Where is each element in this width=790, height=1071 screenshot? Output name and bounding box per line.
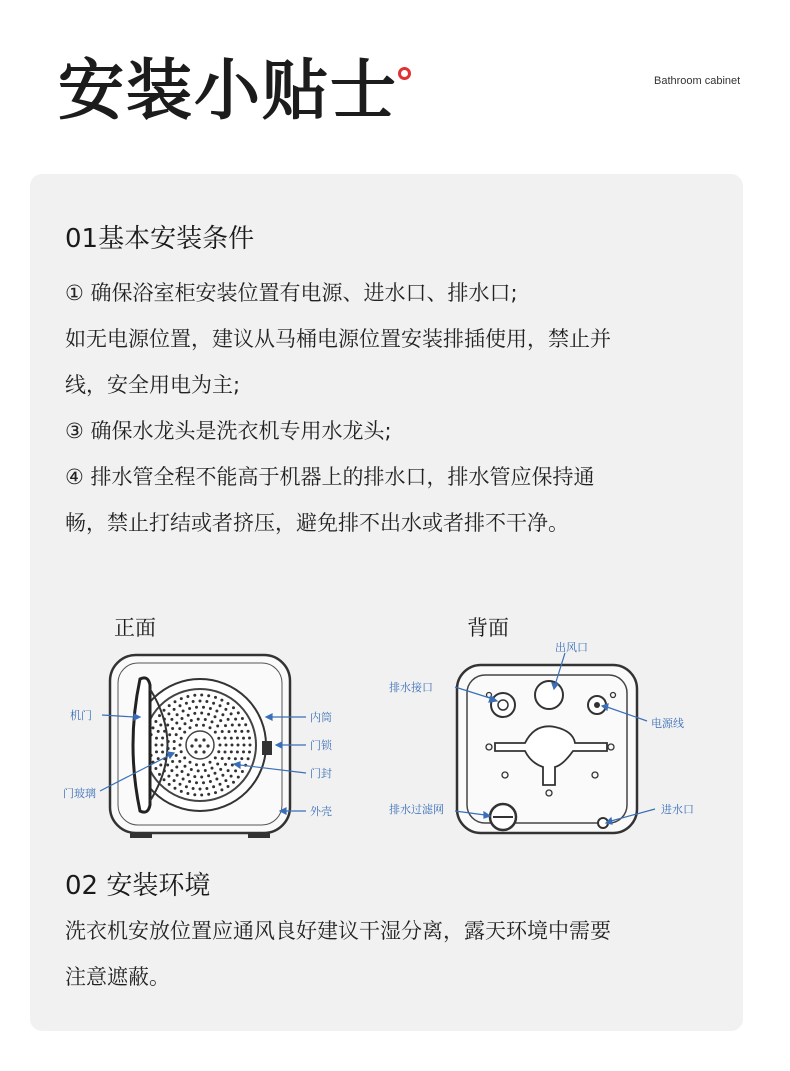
drum-hole <box>224 751 227 754</box>
drum-hole <box>234 757 237 760</box>
drum-hole <box>158 714 161 717</box>
drum-hole <box>183 756 186 759</box>
section2-heading: 02 安装环境 <box>65 871 211 901</box>
drum-hole <box>221 774 224 777</box>
drum-hole <box>168 783 171 786</box>
drum-hole <box>159 764 162 767</box>
drum-hole <box>221 713 224 716</box>
drum-hole <box>178 727 181 730</box>
drum-hole <box>192 700 195 703</box>
drum-hole <box>214 715 217 718</box>
title-accent-dot <box>398 67 411 80</box>
drum-hole <box>205 700 208 703</box>
drum-hole <box>209 726 212 729</box>
drum-hole <box>183 731 186 734</box>
callout-power: 电源线 <box>651 717 684 730</box>
drum-hole <box>240 757 243 760</box>
drum-hole <box>221 730 224 733</box>
drum-hole <box>209 761 212 764</box>
back-view-label: 背面 <box>467 616 509 640</box>
drum-hole <box>190 719 193 722</box>
drum-hole <box>237 776 240 779</box>
drum-hole <box>161 751 164 754</box>
drum-hole <box>227 785 230 788</box>
drum-hole <box>188 707 191 710</box>
drum-hole <box>155 737 158 740</box>
drum-hole <box>215 710 218 713</box>
drum-hole <box>184 722 187 725</box>
callout-vent: 出风口 <box>555 641 588 654</box>
drum-hole <box>237 711 240 714</box>
drum-hole <box>193 775 196 778</box>
drum-hole <box>175 754 178 757</box>
drum-hole <box>199 700 202 703</box>
drum-hole <box>170 718 173 721</box>
drum-hole <box>171 727 174 730</box>
door-panel <box>133 678 150 812</box>
drum-hole <box>161 744 164 747</box>
drum-hole <box>202 763 205 766</box>
section1-line: 线，安全用电为主; <box>65 373 241 397</box>
drum-hole <box>182 710 185 713</box>
drum-hole <box>174 700 177 703</box>
drum-hole <box>192 787 195 790</box>
drum-hole <box>237 744 240 747</box>
drum-hole <box>230 737 233 740</box>
drum-hole <box>207 774 210 777</box>
drum-hole <box>176 713 179 716</box>
drum-hole <box>212 785 215 788</box>
callout-inlet: 进水口 <box>661 803 694 816</box>
drum-hole <box>175 733 178 736</box>
drum-hole <box>197 769 200 772</box>
drum-hole <box>170 769 173 772</box>
drum-hole <box>207 713 210 716</box>
drum-hole <box>215 778 218 781</box>
drum-hole <box>152 726 155 729</box>
drum-hole <box>195 706 198 709</box>
drum-hole <box>231 744 234 747</box>
section1-line: ③ 确保水龙头是洗衣机专用水龙头; <box>65 419 392 443</box>
drum-hole <box>175 766 178 769</box>
drum-hole <box>179 783 182 786</box>
drum-hole <box>175 722 178 725</box>
drum-hole <box>180 790 183 793</box>
drum-hole <box>190 768 193 771</box>
drum-hole <box>180 697 183 700</box>
section1-line: ④ 排水管全程不能高于机器上的排水口，排水管应保持通 <box>65 465 595 489</box>
drum-hole <box>186 792 189 795</box>
drum-hole <box>188 780 191 783</box>
drum-hole <box>214 731 217 734</box>
drum-hole <box>167 712 170 715</box>
drum-hole <box>189 761 192 764</box>
drum-hole <box>220 788 223 791</box>
drum-hole <box>219 768 222 771</box>
drum-hole <box>180 737 183 740</box>
drum-hole <box>184 765 187 768</box>
drum-hole <box>205 787 208 790</box>
drum-hole <box>154 720 157 723</box>
drum-hole <box>182 778 185 781</box>
drum-hole <box>185 785 188 788</box>
callout-shell: 外壳 <box>310 805 332 818</box>
drum-hole <box>199 788 202 791</box>
drum-hole <box>174 787 177 790</box>
drum-hole <box>158 773 161 776</box>
drum-hole <box>227 769 230 772</box>
drum-hole <box>197 718 200 721</box>
drum-hole <box>221 757 224 760</box>
drum-hole <box>249 744 252 747</box>
drum-hole <box>167 775 170 778</box>
drum-hole <box>173 708 176 711</box>
drum-hole <box>214 756 217 759</box>
drum-hole <box>248 737 251 740</box>
drum-hole <box>236 737 239 740</box>
drum-hole <box>217 750 220 753</box>
drum-hole <box>216 763 219 766</box>
section2-line: 洗衣机安放位置应通风良好建议干湿分离，露天环境中需要 <box>65 919 611 943</box>
drum-hole <box>219 704 222 707</box>
callout-glass: 门玻璃 <box>63 787 96 800</box>
drum-hole <box>189 726 192 729</box>
drum-hole <box>224 737 227 740</box>
drum-hole <box>200 694 203 697</box>
drum-hole <box>187 714 190 717</box>
section1-heading: 01基本安装条件 <box>65 224 255 254</box>
drum-hole <box>214 696 217 699</box>
section1-line: ① 确保浴室柜安装位置有电源、进水口、排水口; <box>65 281 518 305</box>
drum-hole <box>204 718 207 721</box>
drum-hole <box>243 744 246 747</box>
drum-hole <box>173 779 176 782</box>
callout-door: 机门 <box>70 709 92 722</box>
drum-hole <box>207 793 210 796</box>
section1-line: 畅，禁止打结或者挤压，避免排不出水或者排不干净。 <box>65 511 569 535</box>
drum-hole <box>166 764 169 767</box>
drum-hole <box>193 694 196 697</box>
drum-hole <box>159 724 162 727</box>
drum-hole <box>217 737 220 740</box>
drum-hole <box>219 783 222 786</box>
drum-hole <box>202 781 205 784</box>
front-view-diagram <box>60 645 360 845</box>
drum-hole <box>168 733 171 736</box>
drum-hole <box>238 724 241 727</box>
drum-hole <box>187 773 190 776</box>
drum-hole <box>248 751 251 754</box>
drum-hole <box>228 730 231 733</box>
drum-hole <box>214 772 217 775</box>
drum-hole <box>224 724 227 727</box>
drum-hole <box>173 747 176 750</box>
drum-hole <box>232 706 235 709</box>
drum-hole <box>240 730 243 733</box>
drum-hole <box>231 724 234 727</box>
drum-hole <box>209 707 212 710</box>
drum-hole <box>195 763 198 766</box>
callout-seal: 门封 <box>310 767 332 780</box>
drum-hole <box>181 770 184 773</box>
page-title: 安装小贴士 <box>58 52 398 129</box>
drum-hole <box>178 760 181 763</box>
drum-hole <box>207 694 210 697</box>
drum-hole <box>224 779 227 782</box>
drum-hole <box>227 718 230 721</box>
drum-hole <box>200 794 203 797</box>
drum-hole <box>224 708 227 711</box>
drum-hole <box>179 744 182 747</box>
drum-hole <box>176 774 179 777</box>
callout-drum: 内筒 <box>310 711 332 724</box>
drum-hole <box>186 695 189 698</box>
drum-hole <box>155 750 158 753</box>
drum-hole <box>155 744 158 747</box>
drum-hole <box>234 718 237 721</box>
drum-hole <box>163 709 166 712</box>
drum-hole <box>241 770 244 773</box>
drum-hole <box>212 702 215 705</box>
drum-hole <box>180 750 183 753</box>
drum-hole <box>236 751 239 754</box>
drum-hole <box>219 719 222 722</box>
drum-hole <box>181 717 184 720</box>
drum-hole <box>204 769 207 772</box>
drum-hole <box>244 723 247 726</box>
callout-drain-port: 排水接口 <box>389 681 433 694</box>
section1-line: 如无电源位置，建议从马桶电源位置安装排插使用，禁止并 <box>65 327 611 351</box>
drum-hole <box>232 781 235 784</box>
callout-lock: 门锁 <box>310 739 332 752</box>
drum-hole <box>200 776 203 779</box>
drum-hole <box>242 750 245 753</box>
drum-hole <box>157 730 160 733</box>
drum-hole <box>154 767 157 770</box>
section1-text <box>65 270 715 546</box>
drum-hole <box>166 724 169 727</box>
vent-icon <box>535 681 563 709</box>
drum-hole <box>161 737 164 740</box>
drum-hole <box>211 720 214 723</box>
drum-hole <box>185 702 188 705</box>
page-subtitle: Bathroom cabinet <box>654 75 741 87</box>
drum-hole <box>171 760 174 763</box>
section2-line: 注意遮蔽。 <box>65 965 170 989</box>
drum-hole <box>195 724 198 727</box>
drum-hole <box>234 730 237 733</box>
drum-hole <box>193 712 196 715</box>
drum-hole <box>225 744 228 747</box>
drum-hole <box>230 775 233 778</box>
drum-hole <box>209 780 212 783</box>
drum-hole <box>202 724 205 727</box>
drum-hole <box>224 763 227 766</box>
drum-hole <box>193 793 196 796</box>
drum-hole <box>227 702 230 705</box>
drum-hole <box>247 757 250 760</box>
section2-text <box>65 908 715 1000</box>
drum-hole <box>228 757 231 760</box>
drain-port-icon <box>491 693 515 717</box>
drum-hole <box>241 717 244 720</box>
drum-hole <box>157 757 160 760</box>
drum-hole <box>168 704 171 707</box>
drum-hole <box>173 740 176 743</box>
drum-hole <box>195 781 198 784</box>
drum-hole <box>219 744 222 747</box>
drum-hole <box>230 712 233 715</box>
drum-hole <box>202 706 205 709</box>
callout-filter: 排水过滤网 <box>389 803 444 816</box>
drum-hole <box>230 750 233 753</box>
door-lock-icon <box>262 741 272 755</box>
drum-hole <box>247 730 250 733</box>
drum-hole <box>200 712 203 715</box>
drum-hole <box>242 737 245 740</box>
drum-hole <box>234 769 237 772</box>
drum-hole <box>163 778 166 781</box>
front-view-label: 正面 <box>114 616 156 640</box>
drum-hole <box>214 791 217 794</box>
drum-hole <box>220 699 223 702</box>
drum-hole <box>211 767 214 770</box>
drum-hole <box>179 704 182 707</box>
back-view-diagram <box>385 635 725 840</box>
drum-hole <box>216 725 219 728</box>
